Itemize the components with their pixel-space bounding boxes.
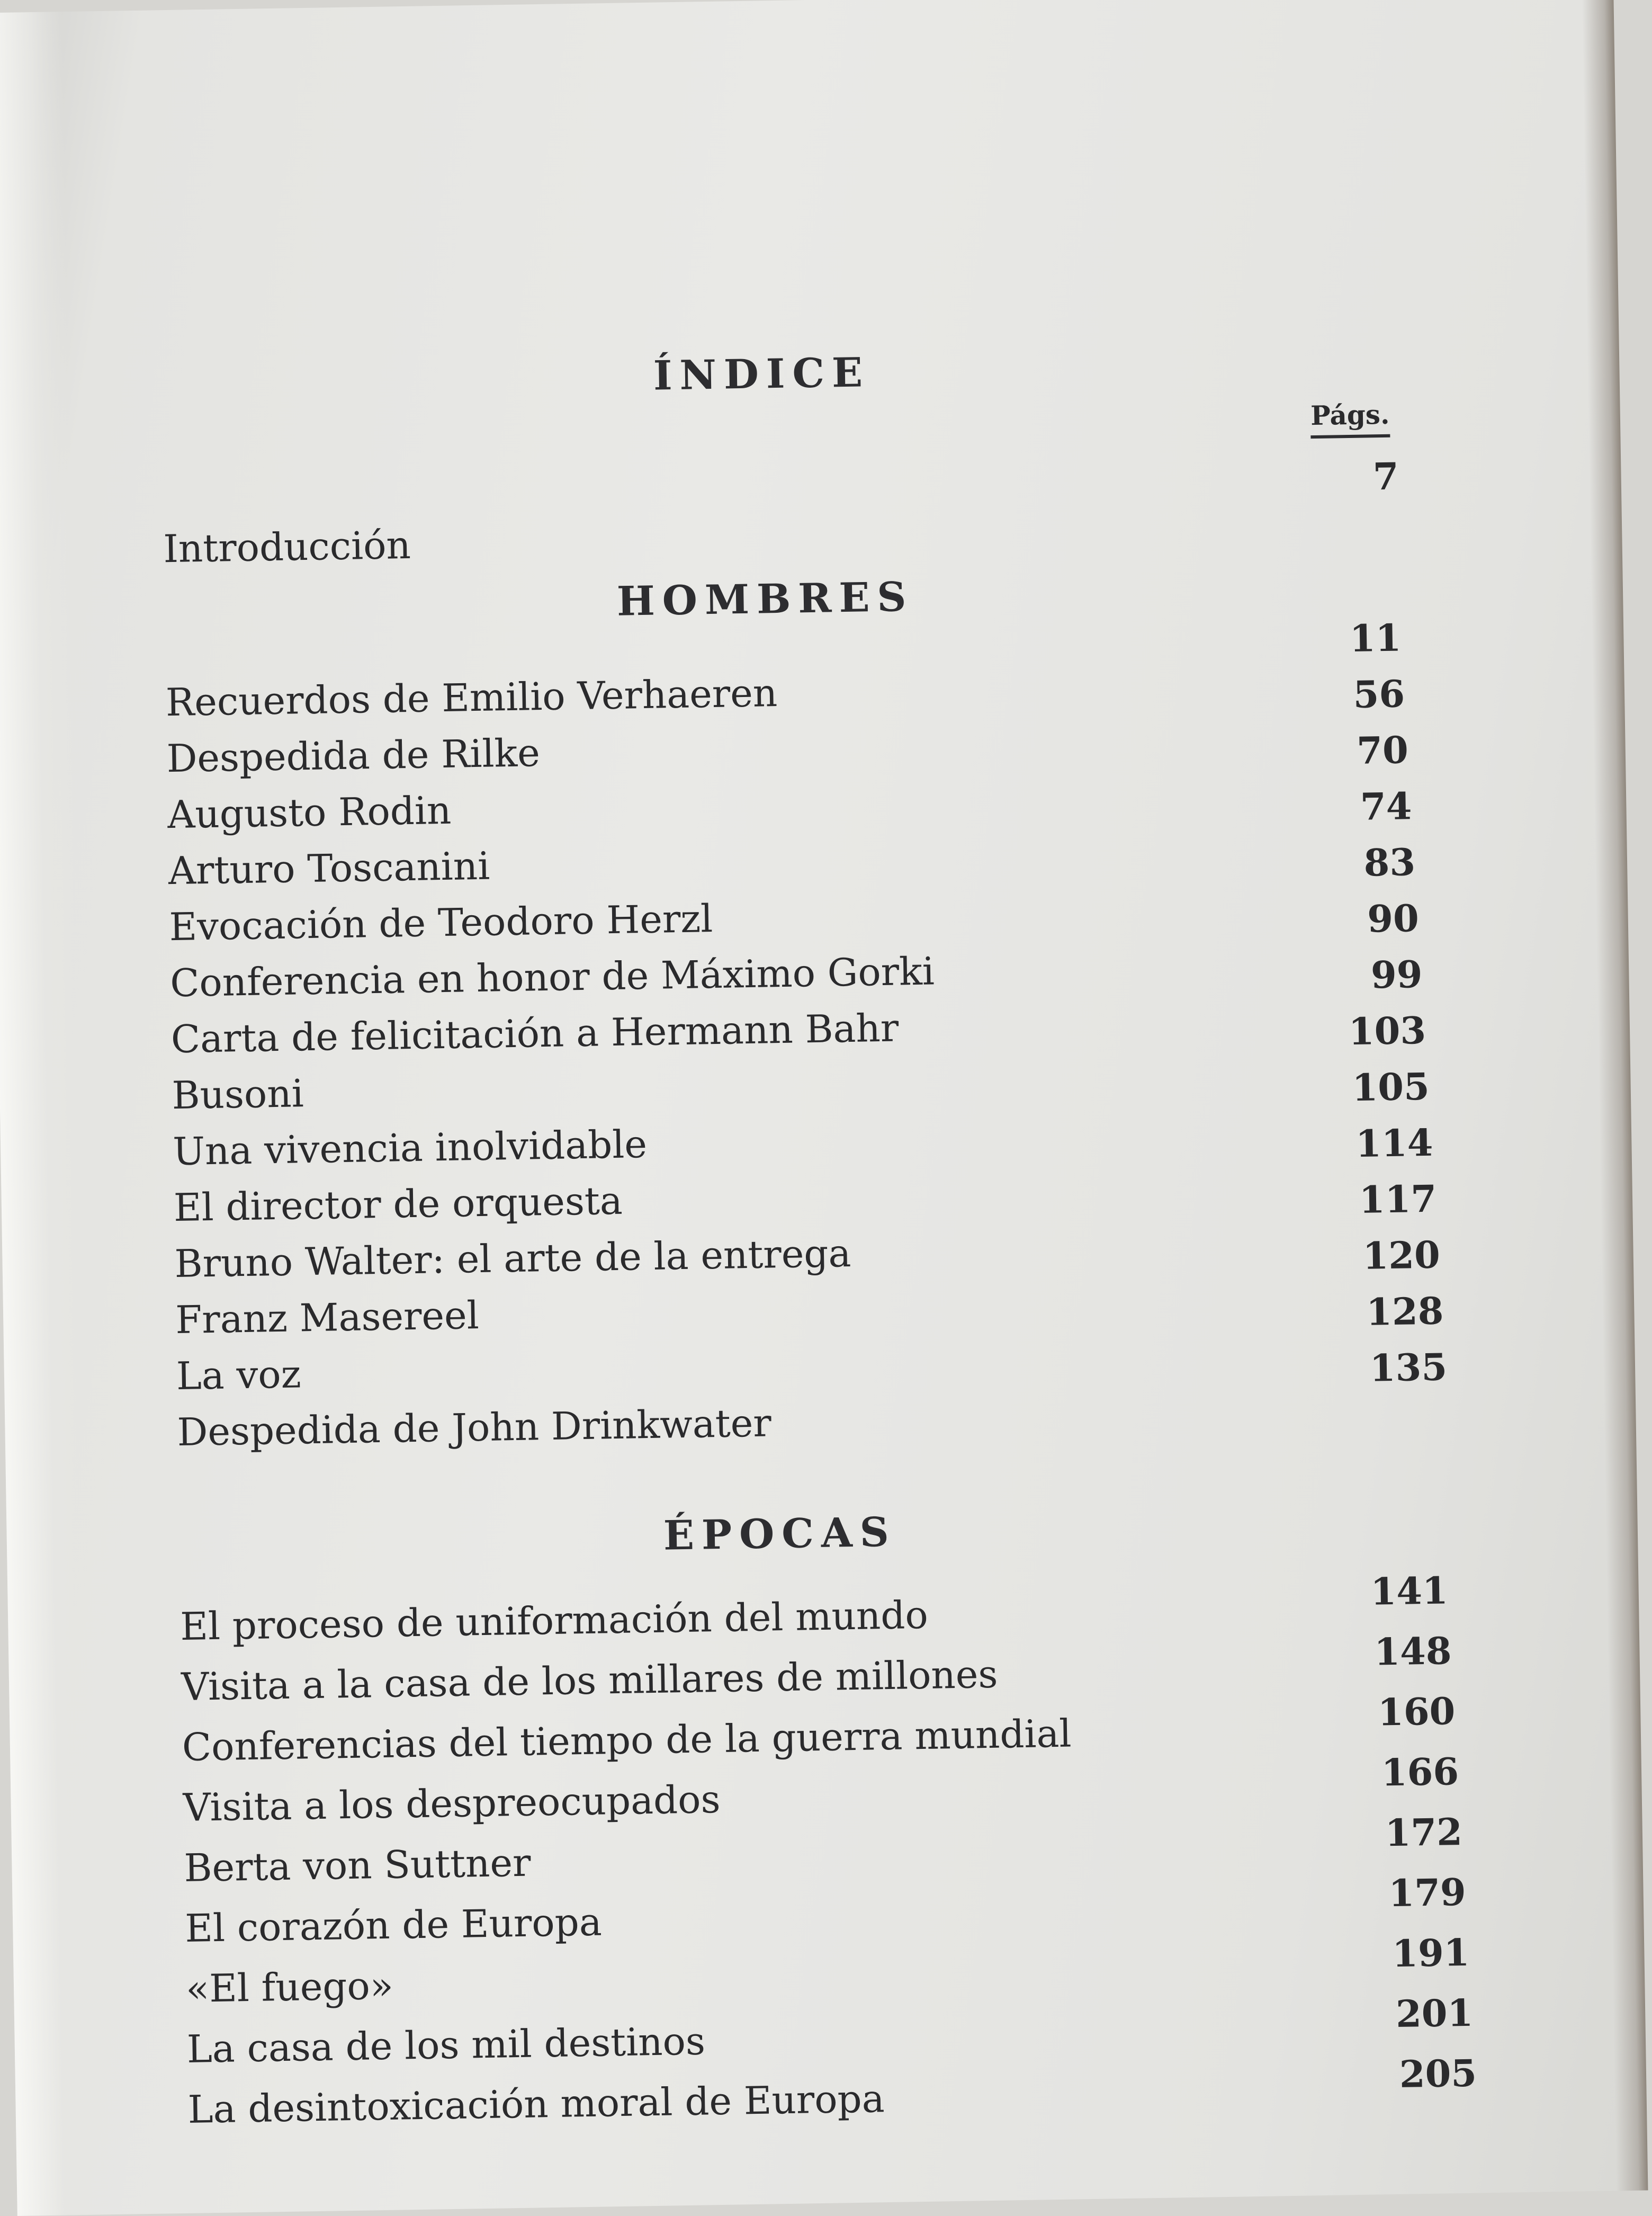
toc-entry-title: Visita a la casa de los millares de millones: [181, 1651, 998, 1709]
toc-page-number: 83: [1363, 840, 1416, 885]
toc-page-number: 141: [1370, 1568, 1449, 1614]
intro-page-number: 7: [1372, 454, 1399, 499]
intro-entry-title: Introducción: [163, 522, 411, 571]
toc-page-number: 205: [1399, 2051, 1477, 2096]
toc-entry-title: Carta de felicitación a Hermann Bahr: [170, 1005, 899, 1062]
toc-entry-title: La desintoxicación moral de Europa: [187, 2076, 885, 2132]
pages-column-label: Págs.: [1310, 399, 1390, 439]
index-title: ÍNDICE: [653, 349, 870, 399]
toc-entry-title: El director de orquesta: [173, 1178, 623, 1230]
toc-page-number: 11: [1349, 615, 1402, 661]
toc-page-number: 70: [1356, 728, 1409, 773]
toc-page-number: 105: [1351, 1064, 1430, 1110]
toc-entry-title: Arturo Toscanini: [168, 843, 490, 893]
toc-entry-title: Visita a los despreocupados: [183, 1776, 721, 1830]
toc-page-number: 56: [1352, 672, 1405, 717]
toc-entry-title: Busoni: [172, 1071, 304, 1118]
toc-entry-title: Berta von Suttner: [183, 1840, 532, 1890]
toc-entry-title: Despedida de John Drinkwater: [176, 1400, 772, 1455]
toc-page-number: 103: [1348, 1008, 1426, 1054]
toc-entry-title: Conferencias del tiempo de la guerra mundial: [182, 1711, 1072, 1770]
toc-page-number: 128: [1366, 1289, 1444, 1334]
toc-entry-title: Bruno Walter: el arte de la entrega: [174, 1230, 851, 1286]
page-edge-shadow: [1582, 0, 1648, 2191]
toc-page-number: 160: [1377, 1689, 1456, 1735]
toc-entry-title: El corazón de Europa: [184, 1899, 603, 1951]
toc-page-number: 99: [1370, 952, 1423, 997]
toc-page-number: 179: [1388, 1870, 1467, 1916]
toc-page-number: 166: [1381, 1749, 1459, 1795]
section-heading-hombres: HOMBRES: [616, 573, 914, 625]
section-heading-epocas: ÉPOCAS: [663, 1508, 897, 1559]
toc-entry-title: El proceso de uniformación del mundo: [179, 1592, 929, 1649]
toc-page-number: 120: [1362, 1232, 1441, 1278]
toc-entry-title: Una vivencia inolvidable: [172, 1122, 648, 1174]
toc-entry-title: Evocación de Teodoro Herzl: [169, 896, 713, 950]
toc-entry-title: Recuerdos de Emilio Verhaeren: [165, 671, 778, 725]
toc-page-number: 114: [1355, 1120, 1434, 1166]
toc-page-number: 74: [1360, 784, 1413, 829]
toc-entry-title: La casa de los mil destinos: [186, 2018, 706, 2071]
page-gutter-shadow: [0, 12, 97, 2216]
toc-entry-title: «El fuego»: [185, 1963, 394, 2011]
toc-entry-title: La voz: [176, 1352, 302, 1399]
toc-page-number: 90: [1367, 896, 1420, 941]
toc-page-number: 191: [1391, 1930, 1470, 1976]
toc-page-number: 148: [1373, 1629, 1452, 1674]
toc-page-number: 172: [1385, 1809, 1463, 1855]
toc-entry-title: Conferencia en honor de Máximo Gorki: [169, 949, 935, 1006]
toc-entry-title: Augusto Rodin: [167, 788, 452, 837]
toc-page-number: 117: [1359, 1176, 1437, 1222]
toc-entry-title: Despedida de Rilke: [166, 730, 541, 781]
toc-page-number: 201: [1395, 1990, 1474, 2036]
toc-entry-title: Franz Masereel: [175, 1293, 480, 1343]
toc-page-number: 135: [1369, 1345, 1448, 1390]
